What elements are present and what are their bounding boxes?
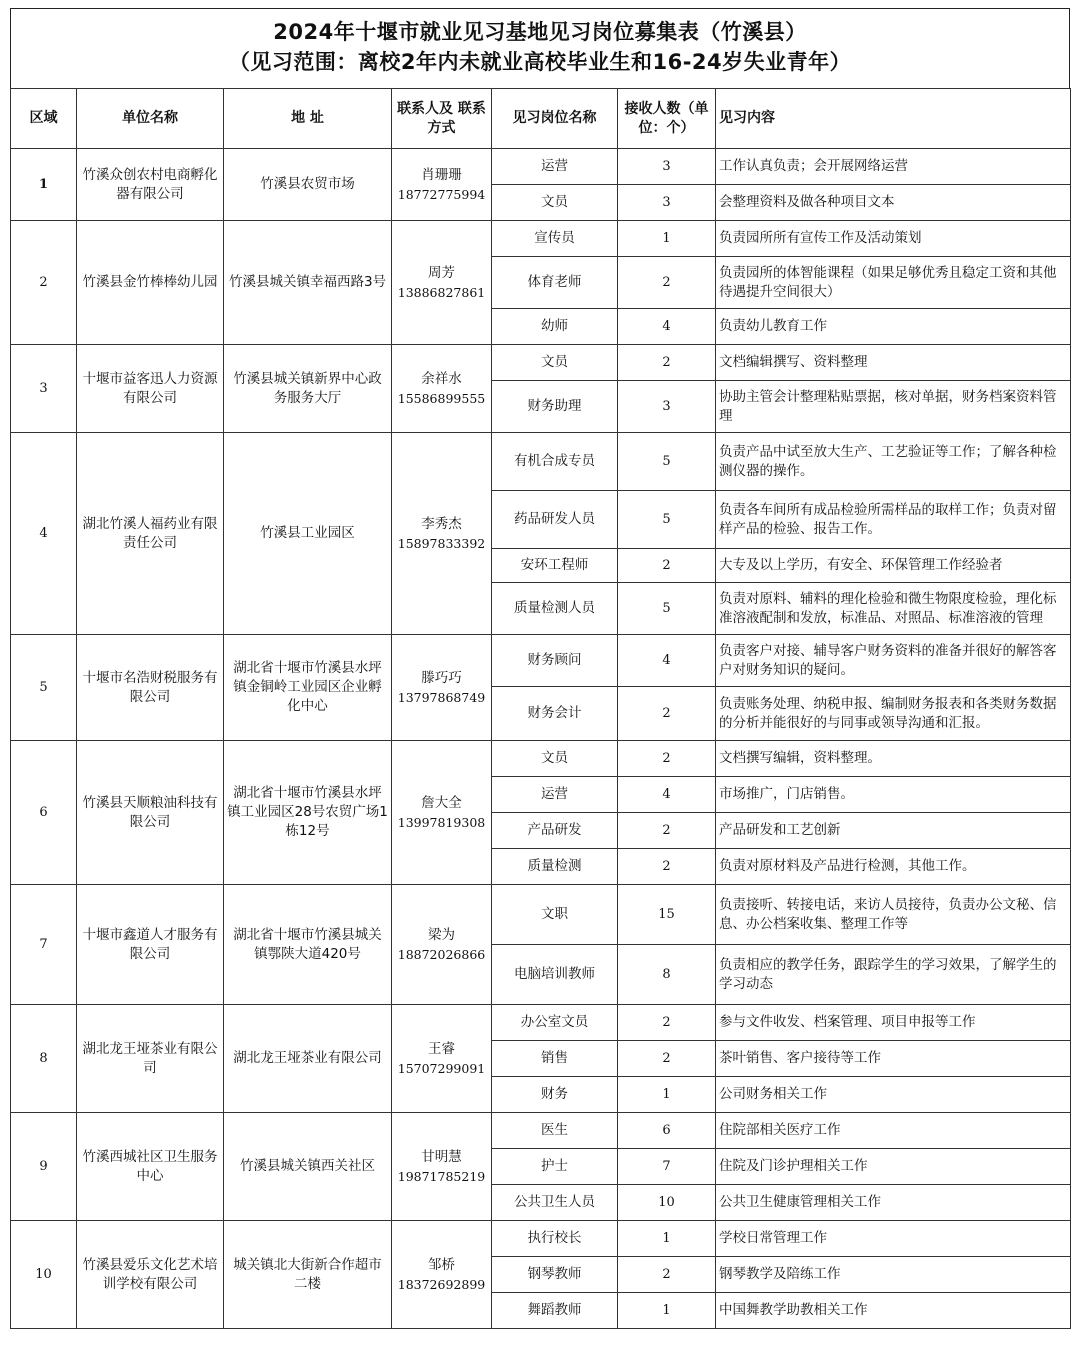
- position-content: 负责账务处理、纳税申报、编制财务报表和各类财务数据的分析并能很好的与同事或领导沟通和汇报。: [716, 687, 1071, 741]
- company-name: 竹溪县爱乐文化艺术培训学校有限公司: [77, 1221, 224, 1329]
- contact-name: 梁为: [428, 926, 455, 943]
- position-count: 5: [618, 491, 716, 549]
- position-content: 负责园所的体智能课程（如果足够优秀且稳定工资和其他待遇提升空间很大）: [716, 257, 1071, 309]
- position-content: 公司财务相关工作: [716, 1077, 1071, 1113]
- table-row: [11, 149, 1071, 185]
- region-index: 2: [11, 221, 77, 345]
- position-name: 公共卫生人员: [492, 1185, 618, 1221]
- region-index: 10: [11, 1221, 77, 1329]
- position-name: 财务顾问: [492, 635, 618, 687]
- position-name: 有机合成专员: [492, 433, 618, 491]
- contact-phone: 19871785219: [397, 1168, 486, 1184]
- position-content: 文档撰写编辑，资料整理。: [716, 741, 1071, 777]
- position-content: 负责产品中试至放大生产、工艺验证等工作；了解各种检测仪器的操作。: [716, 433, 1071, 491]
- region-index: 6: [11, 741, 77, 885]
- region-index: 3: [11, 345, 77, 433]
- position-count: 4: [618, 635, 716, 687]
- recruitment-sheet: [10, 8, 1070, 1329]
- position-count: 2: [618, 1005, 716, 1041]
- title-block: [10, 8, 1070, 88]
- company-address: 竹溪县城关镇西关社区: [224, 1113, 392, 1221]
- header-region: 区域: [11, 89, 77, 149]
- company-name: 十堰市鑫道人才服务有限公司: [77, 885, 224, 1005]
- position-count: 5: [618, 433, 716, 491]
- company-name: 竹溪西城社区卫生服务中心: [77, 1113, 224, 1221]
- contact-cell: [392, 885, 492, 1005]
- position-name: 文员: [492, 345, 618, 381]
- position-count: 3: [618, 185, 716, 221]
- position-content: 公共卫生健康管理相关工作: [716, 1185, 1071, 1221]
- position-count: 1: [618, 1293, 716, 1329]
- position-name: 安环工程师: [492, 549, 618, 583]
- region-index: 8: [11, 1005, 77, 1113]
- position-content: 大专及以上学历，有安全、环保管理工作经验者: [716, 549, 1071, 583]
- title-line-1: 2024年十堰市就业见习基地见习岗位募集表（竹溪县）: [273, 20, 807, 44]
- header-address: 地 址: [224, 89, 392, 149]
- table-row: [11, 1113, 1071, 1149]
- header-contact: 联系人及 联系方式: [392, 89, 492, 149]
- position-name: 药品研发人员: [492, 491, 618, 549]
- contact-cell: [392, 221, 492, 345]
- table-row: [11, 221, 1071, 257]
- contact-phone: 15586899555: [397, 390, 486, 406]
- table-body: [11, 149, 1071, 1329]
- company-address: 竹溪县工业园区: [224, 433, 392, 635]
- position-count: 4: [618, 309, 716, 345]
- company-address: 湖北龙王垭茶业有限公司: [224, 1005, 392, 1113]
- position-name: 文员: [492, 185, 618, 221]
- position-count: 1: [618, 221, 716, 257]
- contact-phone: 15707299091: [397, 1060, 486, 1076]
- contact-name: 邹桥: [428, 1256, 455, 1273]
- position-content: 负责对原料、辅料的理化检验和微生物限度检验，理化标准溶液配制和发放，标准品、对照品、标准溶液的管理: [716, 583, 1071, 635]
- position-count: 1: [618, 1077, 716, 1113]
- position-count: 3: [618, 381, 716, 433]
- company-name: 十堰市名浩财税服务有限公司: [77, 635, 224, 741]
- company-name: 湖北竹溪人福药业有限责任公司: [77, 433, 224, 635]
- contact-phone: 13997819308: [397, 814, 486, 830]
- position-name: 执行校长: [492, 1221, 618, 1257]
- position-name: 电脑培训教师: [492, 945, 618, 1005]
- contact-name: 詹大全: [421, 794, 462, 811]
- contact-cell: [392, 741, 492, 885]
- position-count: 2: [618, 549, 716, 583]
- position-content: 中国舞教学助教相关工作: [716, 1293, 1071, 1329]
- position-count: 2: [618, 1041, 716, 1077]
- company-name: 竹溪县金竹棒棒幼儿园: [77, 221, 224, 345]
- contact-phone: 18372692899: [397, 1276, 486, 1292]
- position-name: 幼师: [492, 309, 618, 345]
- position-count: 2: [618, 257, 716, 309]
- contact-phone: 15897833392: [397, 535, 486, 551]
- company-address: 竹溪县城关镇幸福西路3号: [224, 221, 392, 345]
- position-name: 运营: [492, 777, 618, 813]
- contact-cell: [392, 345, 492, 433]
- position-name: 护士: [492, 1149, 618, 1185]
- position-count: 6: [618, 1113, 716, 1149]
- company-name: 竹溪县天顺粮油科技有限公司: [77, 741, 224, 885]
- header-content: 见习内容: [716, 89, 1071, 149]
- contact-phone: 13886827861: [397, 284, 486, 300]
- position-name: 舞蹈教师: [492, 1293, 618, 1329]
- table-row: [11, 885, 1071, 945]
- position-content: 会整理资料及做各种项目文本: [716, 185, 1071, 221]
- position-content: 负责对原材料及产品进行检测，其他工作。: [716, 849, 1071, 885]
- position-content: 住院部相关医疗工作: [716, 1113, 1071, 1149]
- table-row: [11, 1221, 1071, 1257]
- contact-cell: [392, 635, 492, 741]
- contact-name: 王睿: [428, 1040, 455, 1057]
- header-count: 接收人数（单位：个）: [618, 89, 716, 149]
- position-count: 7: [618, 1149, 716, 1185]
- position-content: 负责园所所有宣传工作及活动策划: [716, 221, 1071, 257]
- position-count: 1: [618, 1221, 716, 1257]
- position-name: 钢琴教师: [492, 1257, 618, 1293]
- position-name: 质量检测人员: [492, 583, 618, 635]
- contact-cell: [392, 1005, 492, 1113]
- position-name: 财务助理: [492, 381, 618, 433]
- header-company: 单位名称: [77, 89, 224, 149]
- position-content: 钢琴教学及陪练工作: [716, 1257, 1071, 1293]
- position-content: 学校日常管理工作: [716, 1221, 1071, 1257]
- position-count: 2: [618, 1257, 716, 1293]
- position-name: 体育老师: [492, 257, 618, 309]
- company-address: 竹溪县农贸市场: [224, 149, 392, 221]
- position-content: 产品研发和工艺创新: [716, 813, 1071, 849]
- position-count: 2: [618, 849, 716, 885]
- header-row: [11, 89, 1071, 149]
- region-index: 7: [11, 885, 77, 1005]
- contact-cell: [392, 1221, 492, 1329]
- company-address: 竹溪县城关镇新界中心政务服务大厅: [224, 345, 392, 433]
- position-name: 办公室文员: [492, 1005, 618, 1041]
- title-line-2: （见习范围：离校2年内未就业高校毕业生和16-24岁失业青年）: [228, 50, 852, 74]
- position-content: 市场推广，门店销售。: [716, 777, 1071, 813]
- position-count: 10: [618, 1185, 716, 1221]
- position-content: 住院及门诊护理相关工作: [716, 1149, 1071, 1185]
- position-name: 文员: [492, 741, 618, 777]
- table-row: [11, 1005, 1071, 1041]
- contact-name: 李秀杰: [421, 515, 462, 532]
- position-count: 2: [618, 687, 716, 741]
- position-content: 负责接听、转接电话，来访人员接待，负责办公文秘、信息、办公档案收集、整理工作等: [716, 885, 1071, 945]
- position-name: 销售: [492, 1041, 618, 1077]
- position-count: 2: [618, 345, 716, 381]
- region-index: 1: [11, 149, 77, 221]
- table-row: [11, 635, 1071, 687]
- positions-table: [10, 88, 1071, 1329]
- company-address: 湖北省十堰市竹溪县水坪镇金铜岭工业园区企业孵化中心: [224, 635, 392, 741]
- contact-phone: 13797868749: [397, 689, 486, 705]
- region-index: 5: [11, 635, 77, 741]
- contact-cell: [392, 433, 492, 635]
- position-content: 负责相应的教学任务，跟踪学生的学习效果，了解学生的学习动态: [716, 945, 1071, 1005]
- position-count: 5: [618, 583, 716, 635]
- position-name: 医生: [492, 1113, 618, 1149]
- position-name: 财务: [492, 1077, 618, 1113]
- position-content: 茶叶销售、客户接待等工作: [716, 1041, 1071, 1077]
- position-content: 参与文件收发、档案管理、项目申报等工作: [716, 1005, 1071, 1041]
- position-name: 产品研发: [492, 813, 618, 849]
- region-index: 9: [11, 1113, 77, 1221]
- company-name: 十堰市益客迅人力资源有限公司: [77, 345, 224, 433]
- position-content: 文档编辑撰写、资料整理: [716, 345, 1071, 381]
- contact-name: 肖珊珊: [421, 166, 462, 183]
- contact-cell: [392, 1113, 492, 1221]
- company-name: 竹溪众创农村电商孵化器有限公司: [77, 149, 224, 221]
- header-position: 见习岗位名称: [492, 89, 618, 149]
- contact-cell: [392, 149, 492, 221]
- company-address: 城关镇北大街新合作超市二楼: [224, 1221, 392, 1329]
- contact-phone: 18772775994: [397, 186, 486, 202]
- position-name: 文职: [492, 885, 618, 945]
- position-count: 8: [618, 945, 716, 1005]
- position-content: 负责客户对接、辅导客户财务资料的准备并很好的解答客户对财务知识的疑问。: [716, 635, 1071, 687]
- contact-name: 周芳: [428, 264, 455, 281]
- position-name: 运营: [492, 149, 618, 185]
- position-content: 协助主管会计整理粘贴票据，核对单据，财务档案资料管理: [716, 381, 1071, 433]
- position-content: 负责幼儿教育工作: [716, 309, 1071, 345]
- contact-name: 甘明慧: [421, 1148, 462, 1165]
- position-name: 财务会计: [492, 687, 618, 741]
- position-count: 15: [618, 885, 716, 945]
- position-count: 3: [618, 149, 716, 185]
- position-count: 2: [618, 813, 716, 849]
- position-content: 负责各车间所有成品检验所需样品的取样工作；负责对留样产品的检验、报告工作。: [716, 491, 1071, 549]
- table-row: [11, 433, 1071, 491]
- contact-name: 余祥水: [421, 370, 462, 387]
- position-name: 宣传员: [492, 221, 618, 257]
- contact-phone: 18872026866: [397, 946, 486, 962]
- table-row: [11, 741, 1071, 777]
- company-address: 湖北省十堰市竹溪县城关镇鄂陕大道420号: [224, 885, 392, 1005]
- company-name: 湖北龙王垭茶业有限公司: [77, 1005, 224, 1113]
- position-count: 4: [618, 777, 716, 813]
- position-count: 2: [618, 741, 716, 777]
- contact-name: 滕巧巧: [421, 669, 462, 686]
- company-address: 湖北省十堰市竹溪县水坪镇工业园区28号农贸广场1栋12号: [224, 741, 392, 885]
- table-row: [11, 345, 1071, 381]
- region-index: 4: [11, 433, 77, 635]
- position-content: 工作认真负责；会开展网络运营: [716, 149, 1071, 185]
- position-name: 质量检测: [492, 849, 618, 885]
